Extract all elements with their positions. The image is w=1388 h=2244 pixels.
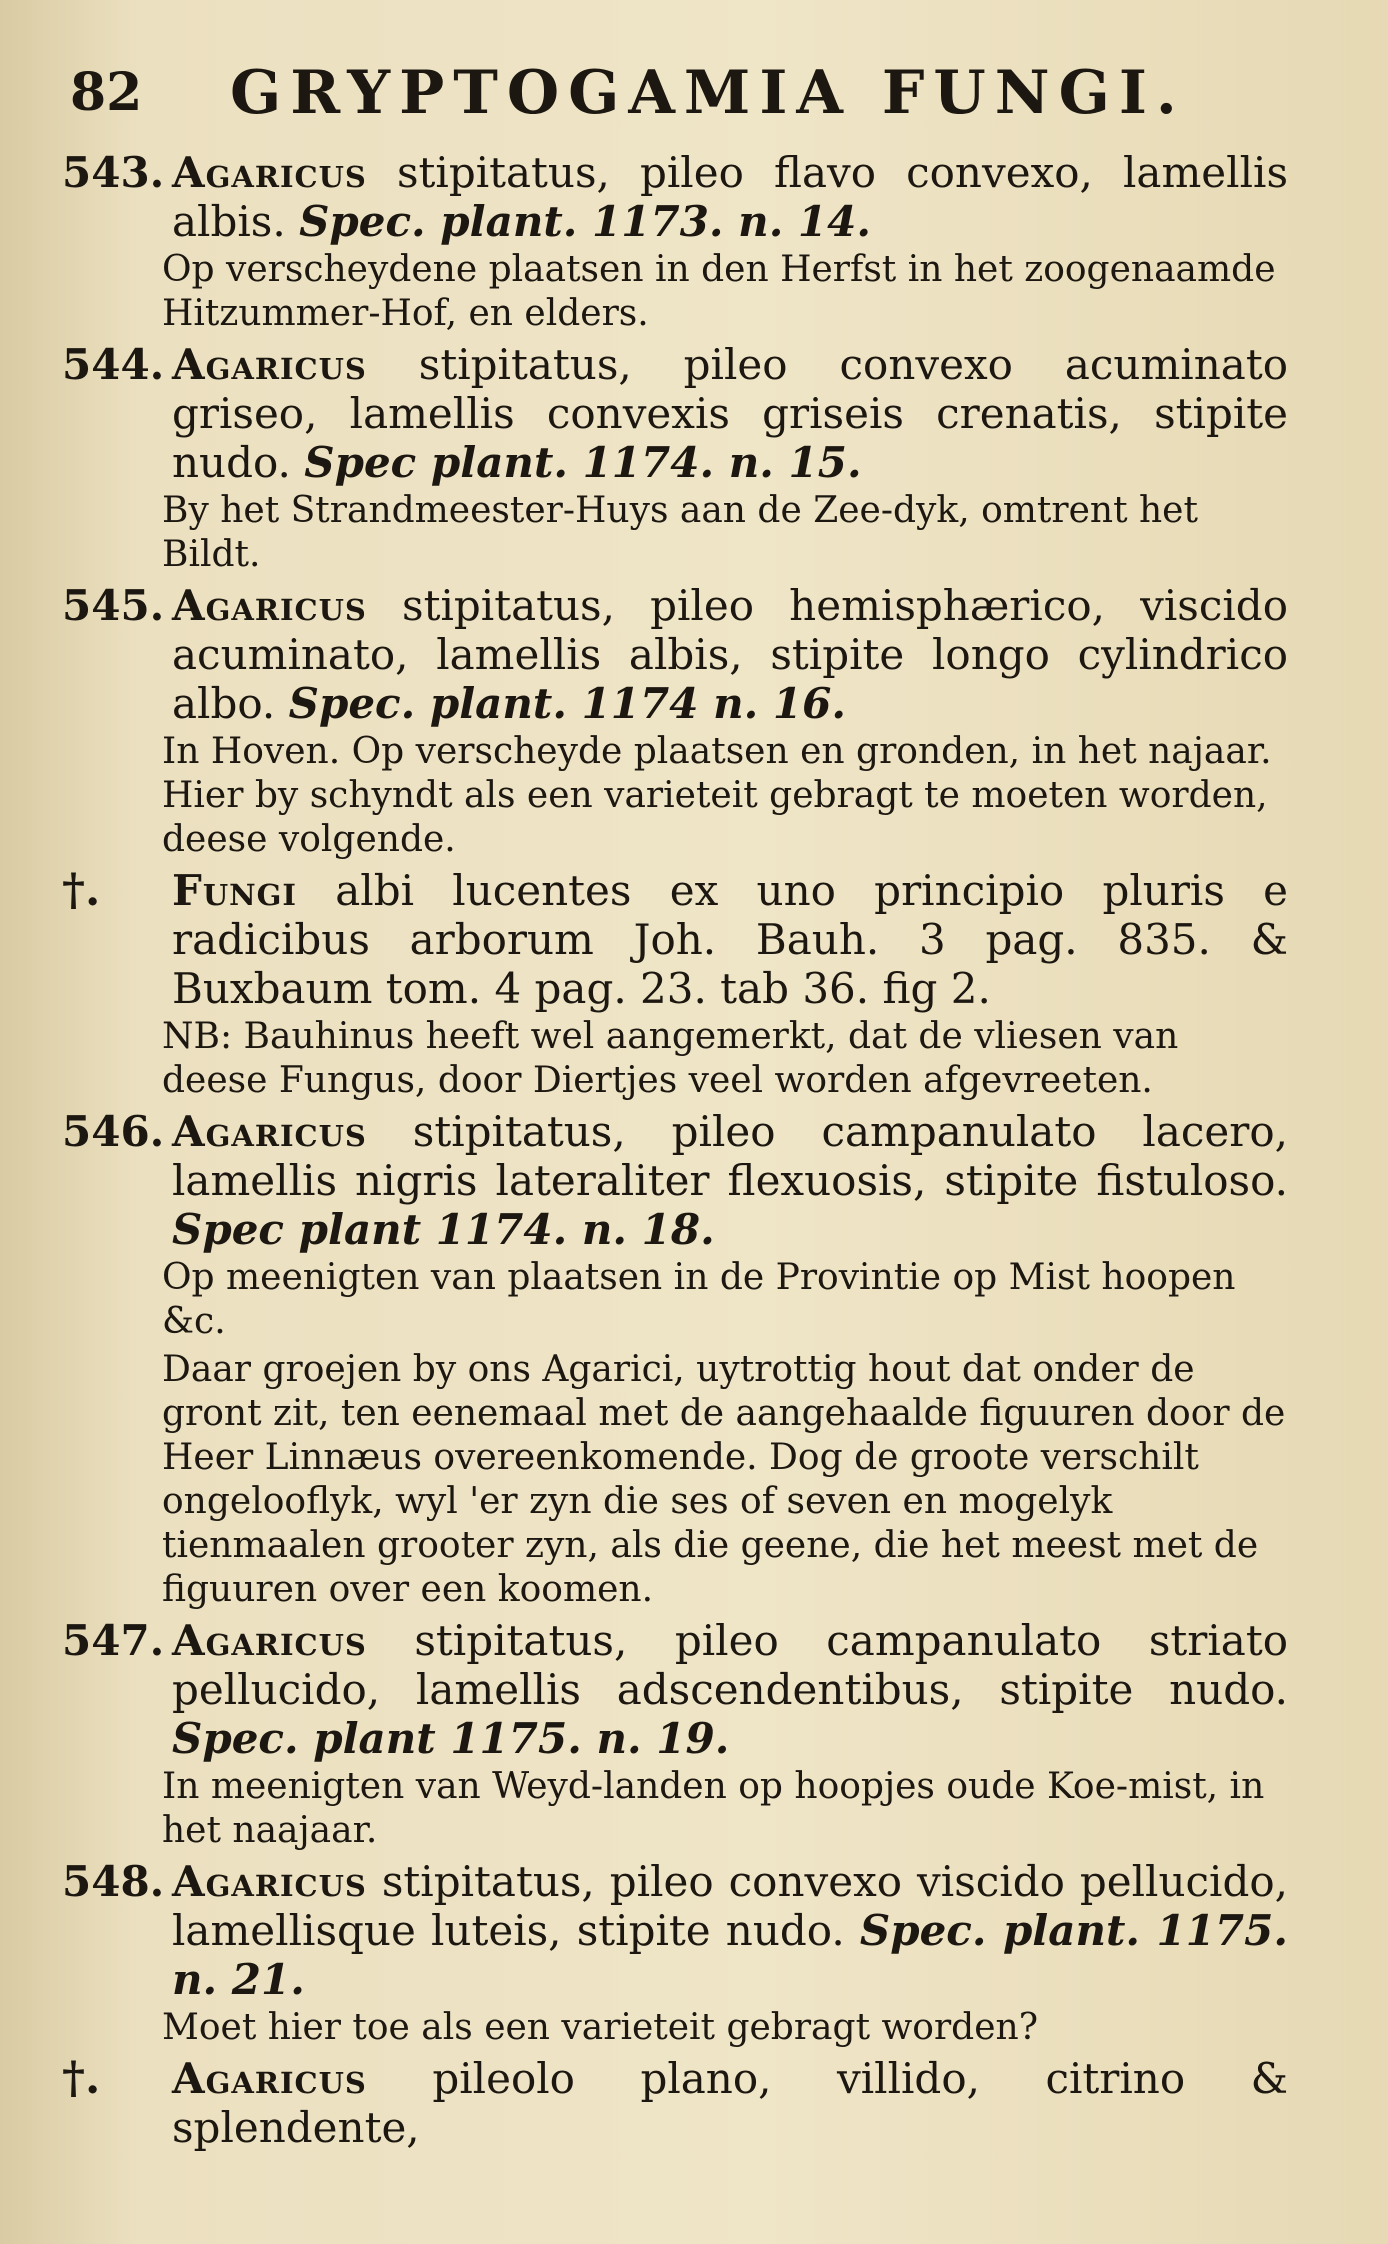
entry-number: 543. [62, 148, 165, 197]
species-description: stipitatus, pileo convexo viscido pellucido, lamellisque luteis, stipite nudo. [172, 1857, 1288, 1955]
entry-dagger-agaricus [62, 2054, 1288, 2152]
page-number: 82 [70, 62, 143, 123]
species-description: stipitatus, pileo hemisphærico, viscido acuminato, lamellis albis, stipite longo cylindrico albo. [172, 581, 1288, 728]
species-reference: Spec. plant. 1175. n. 21. [172, 1906, 1288, 2004]
page-body [62, 148, 1288, 2152]
species-description: stipitatus, pileo convexo acuminato griseo, lamellis convexis griseis crenatis, stipite nudo. [172, 340, 1288, 487]
genus-name: Agaricus [172, 340, 367, 389]
locality-note: In Hoven. Op verscheyde plaatsen en gronden, in het najaar. Hier by schyndt als een varieteit gebragt te moeten worden, deese volgende. [162, 731, 1272, 860]
species-reference: Spec. plant. 1173. n. 14. [299, 197, 872, 246]
commentary-note: Daar groejen by ons Agarici, uytrottig hout dat onder de gront zit, ten eenemaal met de aangehaalde figuuren door de Heer Linnæus overeenkomende. Dog de groote verschilt ongelooflyk, wyl 'er zyn die ses of seven en mogelyk tienmaalen grooter zyn, als die geene, die het meest met de figuuren over een koomen. [162, 1349, 1286, 1610]
genus-name: Fungi [172, 866, 297, 915]
running-title: GRYPTOGAMIA FUNGI. [230, 58, 1186, 128]
species-reference: Spec. plant 1175. n. 19. [172, 1714, 730, 1763]
species-reference: Spec. plant. 1174 n. 16. [288, 679, 846, 728]
genus-name: Agaricus [172, 2054, 367, 2103]
entry-543 [62, 148, 1288, 336]
species-description: albi lucentes ex uno principio pluris e radicibus arborum Joh. Bauh. 3 pag. 835. & Buxbaum tom. 4 pag. 23. tab 36. fig 2. [172, 866, 1288, 1013]
entry-dagger-fungi [62, 866, 1288, 1103]
species-description: stipitatus, pileo campanulato lacero, lamellis nigris lateraliter flexuosis, stipite fistuloso. [172, 1107, 1288, 1205]
entry-number: 548. [62, 1857, 165, 1906]
entry-545 [62, 581, 1288, 862]
species-description: stipitatus, pileo flavo convexo, lamellis albis. [172, 148, 1288, 246]
genus-name: Agaricus [172, 1857, 367, 1906]
species-reference: Spec plant 1174. n. 18. [172, 1205, 715, 1254]
dagger-mark: †. [62, 865, 101, 916]
question-note: Moet hier toe als een varieteit gebragt worden? [162, 2007, 1039, 2048]
locality-note: Op meenigten van plaatsen in de Provintie op Mist hoopen &c. [162, 1257, 1236, 1342]
species-description: pileolo plano, villido, citrino & splendente, [172, 2054, 1288, 2152]
entry-number: 546. [62, 1107, 165, 1156]
species-description: stipitatus, pileo campanulato striato pellucido, lamellis adscendentibus, stipite nudo. [172, 1616, 1288, 1714]
species-reference: Spec plant. 1174. n. 15. [304, 438, 862, 487]
genus-name: Agaricus [172, 148, 367, 197]
genus-name: Agaricus [172, 1107, 367, 1156]
nb-note: NB: Bauhinus heeft wel aangemerkt, dat de vliesen van deese Fungus, door Diertjes veel worden afgevreeten. [162, 1016, 1179, 1101]
entry-544 [62, 340, 1288, 577]
locality-note: Op verscheydene plaatsen in den Herfst in het zoogenaamde Hitzummer-Hof, en elders. [162, 249, 1276, 334]
entry-number: 544. [62, 340, 165, 389]
locality-note: By het Strandmeester-Huys aan de Zee-dyk, omtrent het Bildt. [162, 490, 1198, 575]
entry-number: 547. [62, 1616, 165, 1665]
genus-name: Agaricus [172, 581, 367, 630]
genus-name: Agaricus [172, 1616, 367, 1665]
page-header [70, 52, 1186, 142]
dagger-mark: †. [62, 2053, 101, 2104]
entry-number: 545. [62, 581, 165, 630]
entry-547 [62, 1616, 1288, 1853]
entry-548 [62, 1857, 1288, 2050]
locality-note: In meenigten van Weyd-landen op hoopjes oude Koe-mist, in het naajaar. [162, 1766, 1265, 1851]
entry-546 [62, 1107, 1288, 1612]
